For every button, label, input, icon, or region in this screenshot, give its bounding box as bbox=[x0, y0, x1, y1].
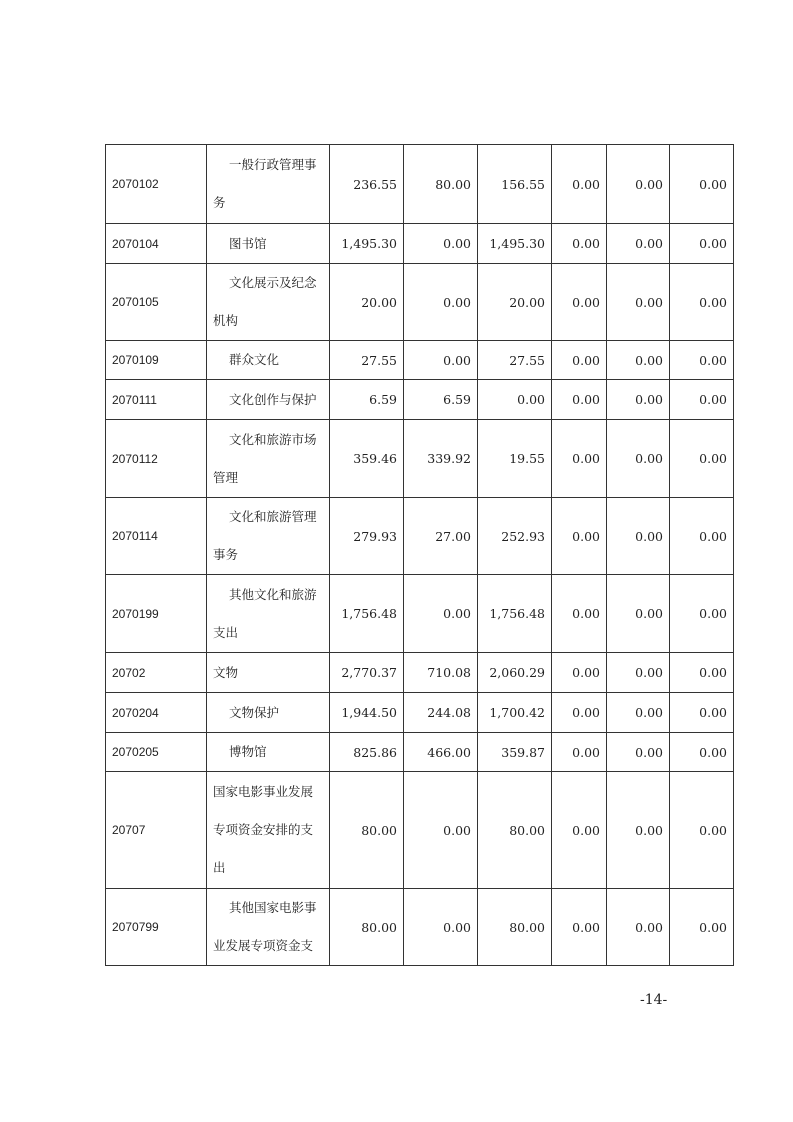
row-name: 文化展示及纪念机构 bbox=[207, 264, 330, 341]
budget-table bbox=[105, 144, 734, 966]
row-value-v2: 80.00 bbox=[404, 145, 478, 224]
row-value-v3: 80.00 bbox=[478, 889, 552, 966]
row-value-v4: 0.00 bbox=[552, 693, 607, 733]
row-value-v4: 0.00 bbox=[552, 498, 607, 575]
row-value-v1: 1,495.30 bbox=[330, 224, 404, 264]
table-row bbox=[106, 889, 734, 966]
row-value-v2: 244.08 bbox=[404, 693, 478, 733]
row-value-v6: 0.00 bbox=[670, 653, 734, 693]
row-value-v4: 0.00 bbox=[552, 264, 607, 341]
row-name: 其他国家电影事业发展专项资金支 bbox=[207, 889, 330, 966]
row-name: 国家电影事业发展专项资金安排的支出 bbox=[207, 772, 330, 889]
row-name: 文化和旅游市场管理 bbox=[207, 420, 330, 498]
row-value-v6: 0.00 bbox=[670, 264, 734, 341]
row-value-v5: 0.00 bbox=[607, 575, 670, 653]
row-value-v5: 0.00 bbox=[607, 772, 670, 889]
row-value-v6: 0.00 bbox=[670, 145, 734, 224]
row-value-v2: 466.00 bbox=[404, 733, 478, 772]
row-value-v5: 0.00 bbox=[607, 145, 670, 224]
row-value-v3: 1,495.30 bbox=[478, 224, 552, 264]
row-value-v4: 0.00 bbox=[552, 420, 607, 498]
row-value-v6: 0.00 bbox=[670, 498, 734, 575]
row-value-v1: 20.00 bbox=[330, 264, 404, 341]
row-value-v6: 0.00 bbox=[670, 341, 734, 380]
row-value-v1: 2,770.37 bbox=[330, 653, 404, 693]
row-value-v4: 0.00 bbox=[552, 889, 607, 966]
table-row bbox=[106, 420, 734, 498]
row-value-v6: 0.00 bbox=[670, 772, 734, 889]
row-value-v1: 1,944.50 bbox=[330, 693, 404, 733]
row-code: 2070799 bbox=[106, 889, 207, 966]
row-value-v4: 0.00 bbox=[552, 772, 607, 889]
row-value-v6: 0.00 bbox=[670, 693, 734, 733]
table-row bbox=[106, 653, 734, 693]
row-value-v6: 0.00 bbox=[670, 889, 734, 966]
row-value-v5: 0.00 bbox=[607, 733, 670, 772]
row-value-v4: 0.00 bbox=[552, 224, 607, 264]
row-name: 文化和旅游管理事务 bbox=[207, 498, 330, 575]
row-value-v2: 0.00 bbox=[404, 264, 478, 341]
row-value-v3: 2,060.29 bbox=[478, 653, 552, 693]
row-code: 2070104 bbox=[106, 224, 207, 264]
row-value-v3: 19.55 bbox=[478, 420, 552, 498]
row-value-v2: 0.00 bbox=[404, 341, 478, 380]
row-value-v2: 0.00 bbox=[404, 224, 478, 264]
row-value-v2: 0.00 bbox=[404, 575, 478, 653]
row-value-v2: 6.59 bbox=[404, 380, 478, 420]
row-code: 20702 bbox=[106, 653, 207, 693]
row-value-v5: 0.00 bbox=[607, 420, 670, 498]
row-value-v3: 252.93 bbox=[478, 498, 552, 575]
table-row bbox=[106, 693, 734, 733]
row-code: 2070109 bbox=[106, 341, 207, 380]
row-value-v2: 710.08 bbox=[404, 653, 478, 693]
row-name: 文物 bbox=[207, 653, 330, 693]
row-value-v2: 27.00 bbox=[404, 498, 478, 575]
table-row bbox=[106, 733, 734, 772]
row-code: 2070102 bbox=[106, 145, 207, 224]
row-value-v1: 1,756.48 bbox=[330, 575, 404, 653]
row-value-v6: 0.00 bbox=[670, 420, 734, 498]
table-body bbox=[106, 145, 734, 966]
row-value-v6: 0.00 bbox=[670, 575, 734, 653]
row-code: 2070204 bbox=[106, 693, 207, 733]
row-value-v3: 1,700.42 bbox=[478, 693, 552, 733]
table-row bbox=[106, 380, 734, 420]
row-value-v3: 1,756.48 bbox=[478, 575, 552, 653]
page-number: -14- bbox=[640, 992, 668, 1008]
row-value-v3: 0.00 bbox=[478, 380, 552, 420]
row-code: 2070114 bbox=[106, 498, 207, 575]
table-row bbox=[106, 772, 734, 889]
row-name: 博物馆 bbox=[207, 733, 330, 772]
table-row bbox=[106, 341, 734, 380]
row-value-v3: 80.00 bbox=[478, 772, 552, 889]
row-value-v1: 359.46 bbox=[330, 420, 404, 498]
table-row bbox=[106, 145, 734, 224]
row-value-v1: 80.00 bbox=[330, 889, 404, 966]
row-value-v5: 0.00 bbox=[607, 264, 670, 341]
table-row bbox=[106, 498, 734, 575]
row-value-v5: 0.00 bbox=[607, 380, 670, 420]
row-code: 2070112 bbox=[106, 420, 207, 498]
row-value-v5: 0.00 bbox=[607, 224, 670, 264]
row-value-v2: 0.00 bbox=[404, 889, 478, 966]
row-value-v1: 825.86 bbox=[330, 733, 404, 772]
row-value-v5: 0.00 bbox=[607, 498, 670, 575]
row-value-v6: 0.00 bbox=[670, 380, 734, 420]
row-value-v4: 0.00 bbox=[552, 145, 607, 224]
row-value-v1: 6.59 bbox=[330, 380, 404, 420]
row-value-v6: 0.00 bbox=[670, 733, 734, 772]
row-value-v4: 0.00 bbox=[552, 733, 607, 772]
row-code: 2070111 bbox=[106, 380, 207, 420]
row-code: 2070205 bbox=[106, 733, 207, 772]
row-code: 2070105 bbox=[106, 264, 207, 341]
row-value-v5: 0.00 bbox=[607, 889, 670, 966]
row-code: 2070199 bbox=[106, 575, 207, 653]
table-row bbox=[106, 575, 734, 653]
row-value-v3: 359.87 bbox=[478, 733, 552, 772]
table-row bbox=[106, 264, 734, 341]
row-value-v4: 0.00 bbox=[552, 653, 607, 693]
row-name: 文化创作与保护 bbox=[207, 380, 330, 420]
row-name: 其他文化和旅游支出 bbox=[207, 575, 330, 653]
row-name: 图书馆 bbox=[207, 224, 330, 264]
row-value-v2: 339.92 bbox=[404, 420, 478, 498]
row-name: 文物保护 bbox=[207, 693, 330, 733]
row-value-v4: 0.00 bbox=[552, 380, 607, 420]
row-name: 群众文化 bbox=[207, 341, 330, 380]
row-value-v3: 156.55 bbox=[478, 145, 552, 224]
row-value-v1: 80.00 bbox=[330, 772, 404, 889]
table-row bbox=[106, 224, 734, 264]
row-name: 一般行政管理事务 bbox=[207, 145, 330, 224]
row-value-v3: 20.00 bbox=[478, 264, 552, 341]
row-value-v1: 279.93 bbox=[330, 498, 404, 575]
row-code: 20707 bbox=[106, 772, 207, 889]
row-value-v4: 0.00 bbox=[552, 575, 607, 653]
row-value-v1: 236.55 bbox=[330, 145, 404, 224]
row-value-v5: 0.00 bbox=[607, 341, 670, 380]
row-value-v3: 27.55 bbox=[478, 341, 552, 380]
row-value-v4: 0.00 bbox=[552, 341, 607, 380]
row-value-v6: 0.00 bbox=[670, 224, 734, 264]
row-value-v5: 0.00 bbox=[607, 693, 670, 733]
row-value-v1: 27.55 bbox=[330, 341, 404, 380]
row-value-v2: 0.00 bbox=[404, 772, 478, 889]
row-value-v5: 0.00 bbox=[607, 653, 670, 693]
